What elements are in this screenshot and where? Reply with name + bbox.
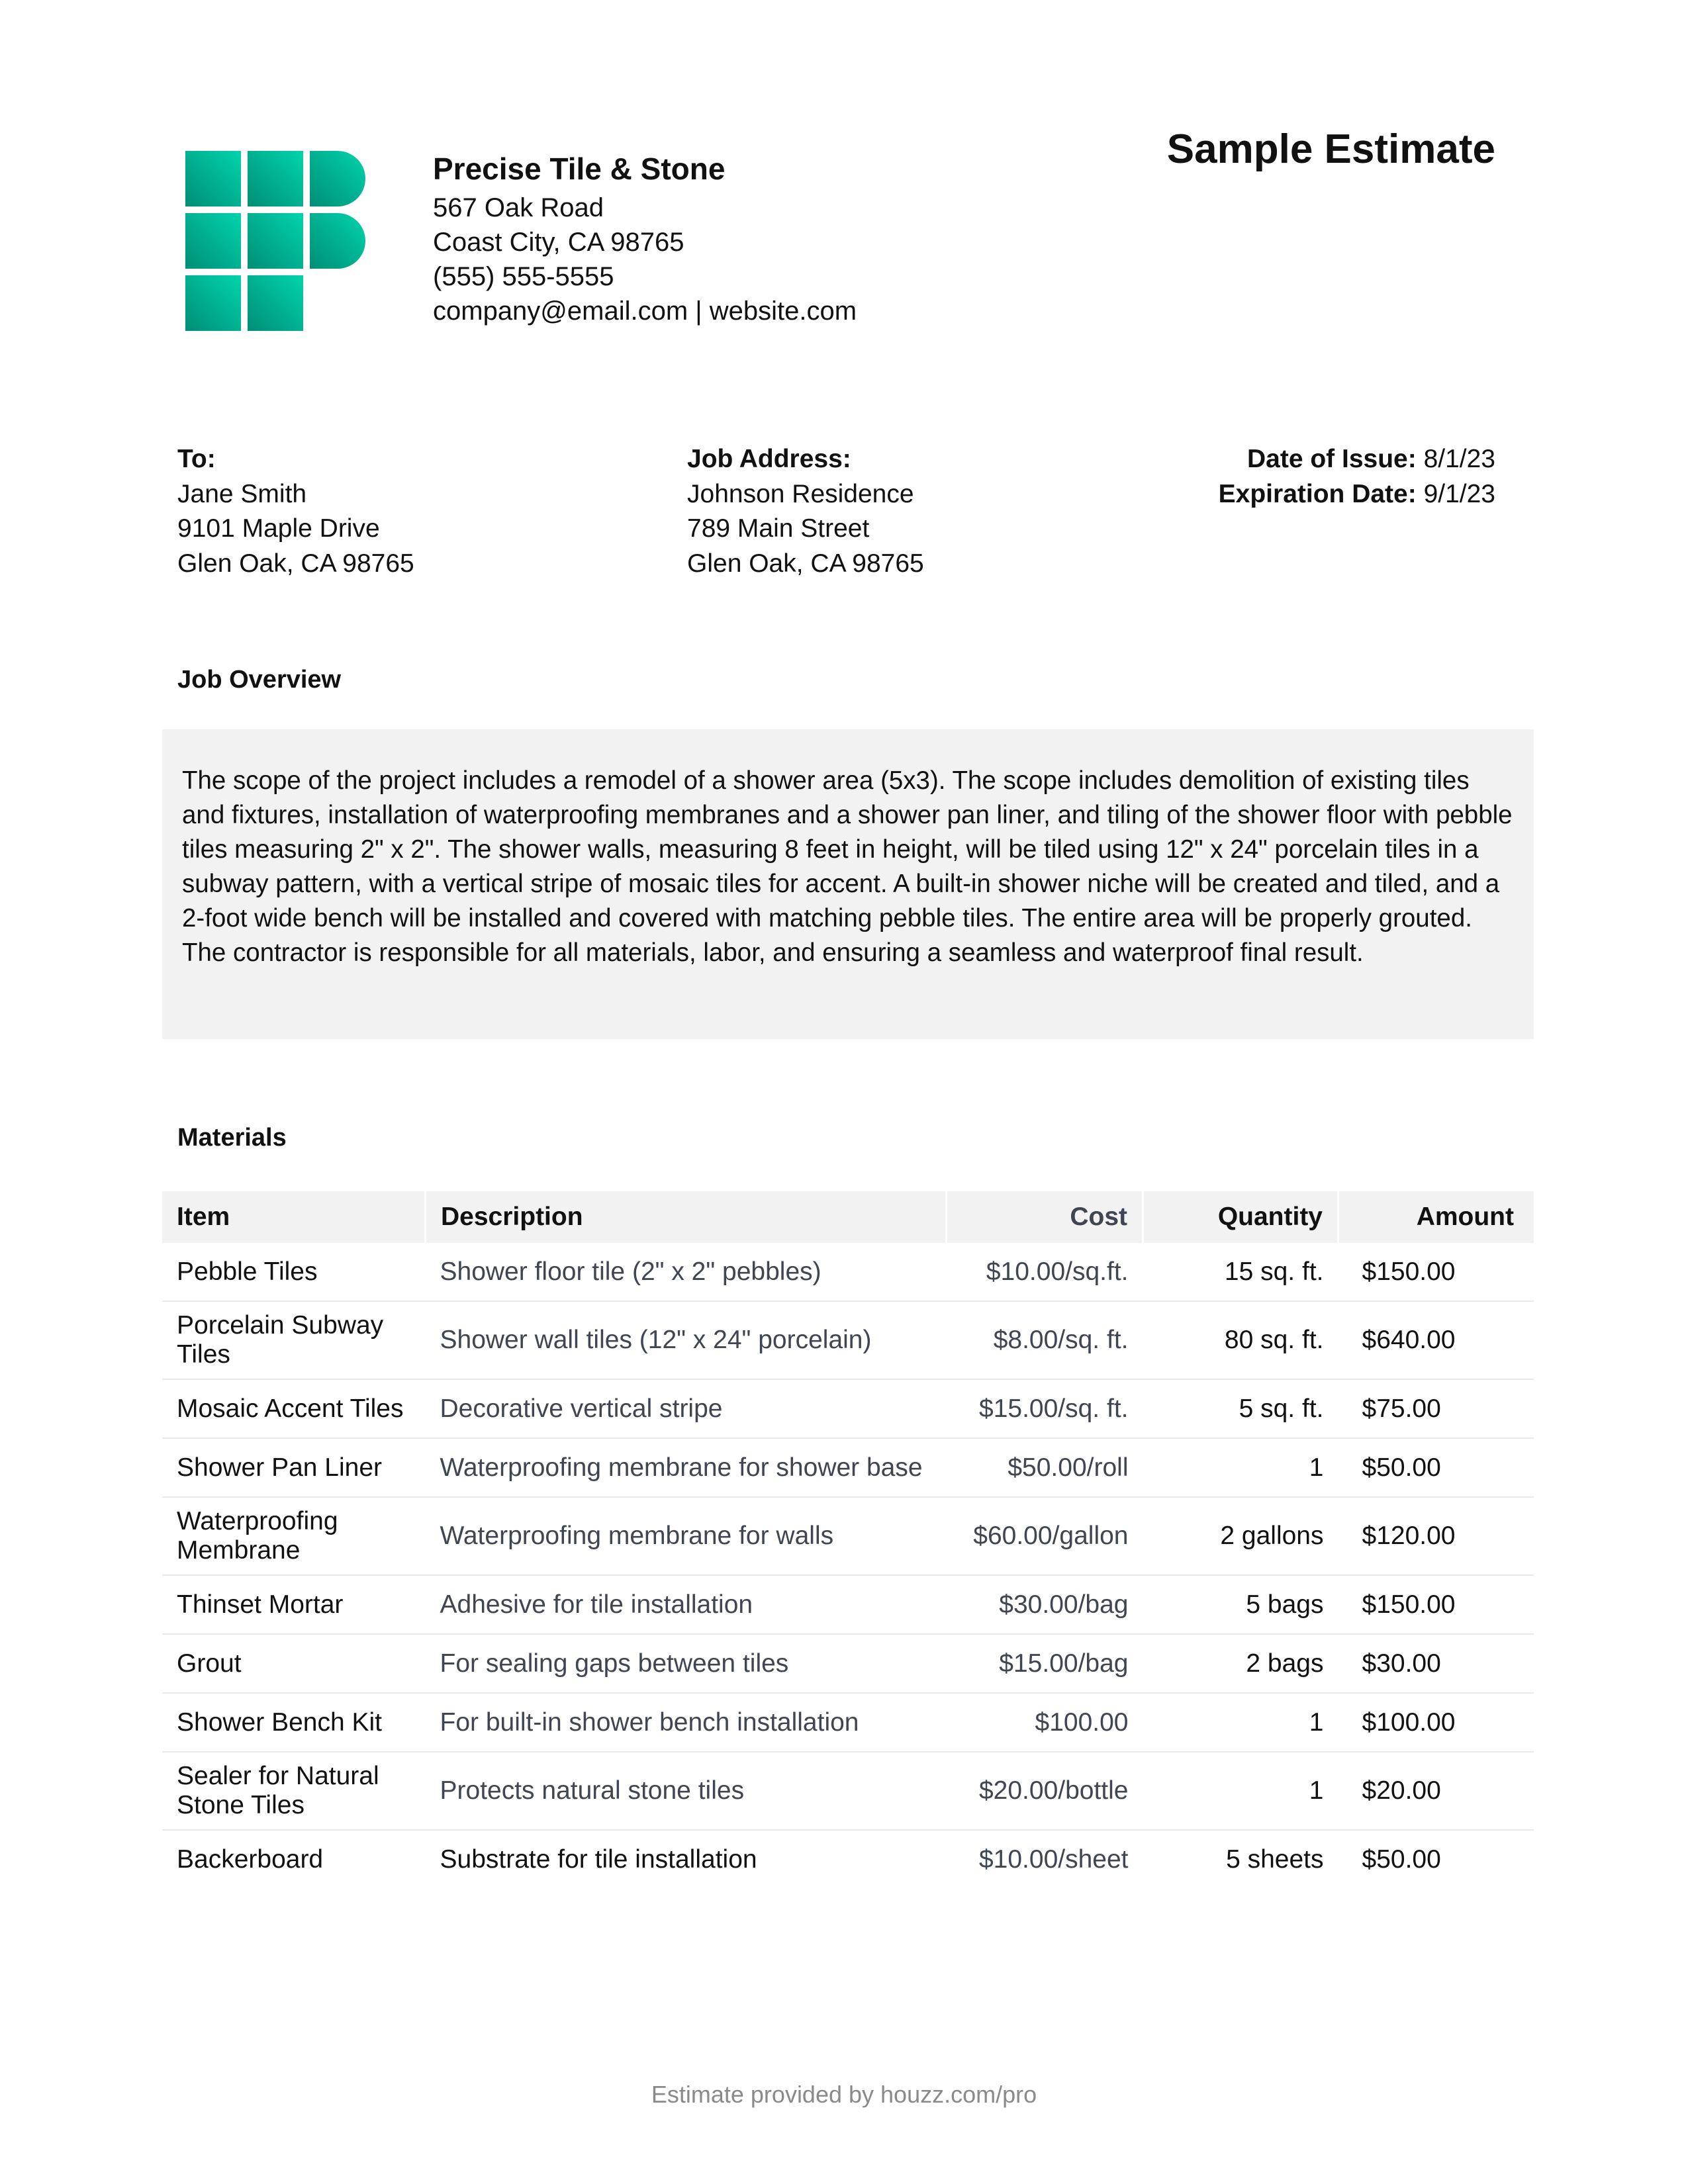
job-address-label: Job Address:: [687, 445, 851, 473]
cell-amount: $640.00: [1338, 1301, 1534, 1379]
cell-description: Decorative vertical stripe: [426, 1379, 947, 1438]
cell-item: Waterproofing Membrane: [162, 1497, 426, 1575]
cell-item: Mosaic Accent Tiles: [162, 1379, 426, 1438]
job-address-street: 789 Main Street: [687, 514, 870, 543]
cell-item: Shower Bench Kit: [162, 1693, 426, 1752]
job-address-city: Glen Oak, CA 98765: [687, 549, 924, 578]
cell-item: Shower Pan Liner: [162, 1438, 426, 1497]
bill-to-city: Glen Oak, CA 98765: [177, 549, 414, 578]
cell-cost: $30.00/bag: [947, 1575, 1143, 1634]
cell-quantity: 2 gallons: [1143, 1497, 1338, 1575]
column-header-cost: Cost: [947, 1191, 1143, 1243]
table-row: [162, 1752, 1534, 1830]
cell-cost: $60.00/gallon: [947, 1497, 1143, 1575]
cell-quantity: 5 sheets: [1226, 1844, 1324, 1874]
company-name: Precise Tile & Stone: [433, 152, 726, 186]
company-phone: (555) 555-5555: [433, 262, 614, 291]
cell-description: Shower floor tile (2" x 2" pebbles): [426, 1243, 947, 1301]
cell-amount: $75.00: [1338, 1379, 1534, 1438]
cell-item: Porcelain Subway Tiles: [162, 1301, 426, 1379]
cell-description: Substrate for tile installation: [440, 1844, 757, 1874]
cell-description: Waterproofing membrane for walls: [426, 1497, 947, 1575]
cell-quantity: 80 sq. ft.: [1143, 1301, 1338, 1379]
table-row: [162, 1830, 1534, 1888]
company-logo: [185, 151, 365, 331]
date-of-issue-label: Date of Issue:: [1246, 445, 1417, 473]
cell-cost: $20.00/bottle: [947, 1752, 1143, 1830]
company-address-line2: Coast City, CA 98765: [433, 228, 684, 257]
cell-cost: $10.00/sheet: [978, 1844, 1129, 1874]
company-address-line1: 567 Oak Road: [433, 193, 604, 222]
cell-amount: $30.00: [1338, 1634, 1534, 1693]
column-header-amount: Amount: [1338, 1191, 1534, 1243]
table-row: [162, 1634, 1534, 1693]
cell-item: Pebble Tiles: [162, 1243, 426, 1301]
bill-to-name: Jane Smith: [177, 479, 307, 508]
table-row: [162, 1575, 1534, 1634]
cell-description: Protects natural stone tiles: [426, 1752, 947, 1830]
column-header-quantity: Quantity: [1143, 1191, 1338, 1243]
job-address-name: Johnson Residence: [687, 479, 914, 508]
expiration-date-label: Expiration Date:: [1218, 479, 1417, 508]
cell-quantity: 1: [1143, 1438, 1338, 1497]
cell-quantity: 5 sq. ft.: [1143, 1379, 1338, 1438]
cell-amount: $100.00: [1338, 1693, 1534, 1752]
cell-amount: $120.00: [1338, 1497, 1534, 1575]
table-row: [162, 1497, 1534, 1575]
cell-cost: $15.00/bag: [947, 1634, 1143, 1693]
cell-amount: $20.00: [1338, 1752, 1534, 1830]
column-header-item: Item: [162, 1191, 426, 1243]
cell-description: For built-in shower bench installation: [426, 1693, 947, 1752]
materials-heading: Materials: [177, 1124, 287, 1152]
table-row: [162, 1301, 1534, 1379]
job-overview-heading: Job Overview: [177, 666, 342, 694]
cell-cost: $100.00: [947, 1693, 1143, 1752]
footer-attribution: Estimate provided by houzz.com/pro: [651, 2081, 1037, 2108]
cell-cost: $10.00/sq.ft.: [947, 1243, 1143, 1301]
table-header-row: [162, 1191, 1534, 1243]
bill-to-label: To:: [177, 445, 216, 473]
bill-to-block: [177, 442, 414, 581]
cell-quantity: 15 sq. ft.: [1143, 1243, 1338, 1301]
date-of-issue: [1219, 442, 1495, 477]
date-of-issue-value: 8/1/23: [1423, 445, 1495, 473]
cell-quantity: 1: [1143, 1693, 1338, 1752]
table-row: [162, 1693, 1534, 1752]
dates-block: [1219, 442, 1495, 512]
column-header-description: Description: [426, 1191, 947, 1243]
table-row: [162, 1243, 1534, 1301]
cell-amount: $50.00: [1362, 1844, 1441, 1874]
materials-table: [162, 1191, 1534, 1888]
cell-description: Waterproofing membrane for shower base: [426, 1438, 947, 1497]
cell-quantity: 2 bags: [1143, 1634, 1338, 1693]
cell-item: Sealer for Natural Stone Tiles: [162, 1752, 426, 1830]
expiration-date: [1219, 477, 1495, 512]
cell-cost: $8.00/sq. ft.: [947, 1301, 1143, 1379]
cell-description: Shower wall tiles (12" x 24" porcelain): [426, 1301, 947, 1379]
cell-amount: $150.00: [1338, 1243, 1534, 1301]
cell-item: Grout: [162, 1634, 426, 1693]
job-address-block: [687, 442, 924, 581]
cell-description: For sealing gaps between tiles: [426, 1634, 947, 1693]
cell-item: Backerboard: [177, 1844, 324, 1874]
table-row: [162, 1438, 1534, 1497]
table-row: [162, 1379, 1534, 1438]
cell-item: Thinset Mortar: [162, 1575, 426, 1634]
document-title: Sample Estimate: [1166, 126, 1495, 172]
cell-cost: $50.00/roll: [947, 1438, 1143, 1497]
company-contact: company@email.com | website.com: [433, 296, 857, 326]
expiration-date-value: 9/1/23: [1423, 479, 1495, 508]
bill-to-street: 9101 Maple Drive: [177, 514, 380, 543]
cell-amount: $50.00: [1338, 1438, 1534, 1497]
job-overview-panel: [162, 729, 1534, 1039]
cell-quantity: 1: [1143, 1752, 1338, 1830]
cell-quantity: 5 bags: [1143, 1575, 1338, 1634]
job-overview-text: The scope of the project includes a remodel of a shower area (5x3). The scope includes demolition of existing tiles and fixtures, installation of waterproofing membranes and a shower pan liner, and tiling of the shower floor with pebble tiles measuring 2" x 2". The shower walls, measuring 8 feet in height, will be tiled using 12" x 24" porcelain tiles in a subway pattern, with a vertical stripe of mosaic tiles for accent. A built-in shower niche will be created and tiled, and a 2-foot wide bench will be installed and covered with matching pebble tiles. The entire area will be properly grouted. The contractor is responsible for all materials, labor, and ensuring a seamless and waterproof final result.: [182, 766, 1513, 967]
cell-amount: $150.00: [1338, 1575, 1534, 1634]
cell-description: Adhesive for tile installation: [426, 1575, 947, 1634]
cell-cost: $15.00/sq. ft.: [947, 1379, 1143, 1438]
company-info: [433, 148, 857, 328]
